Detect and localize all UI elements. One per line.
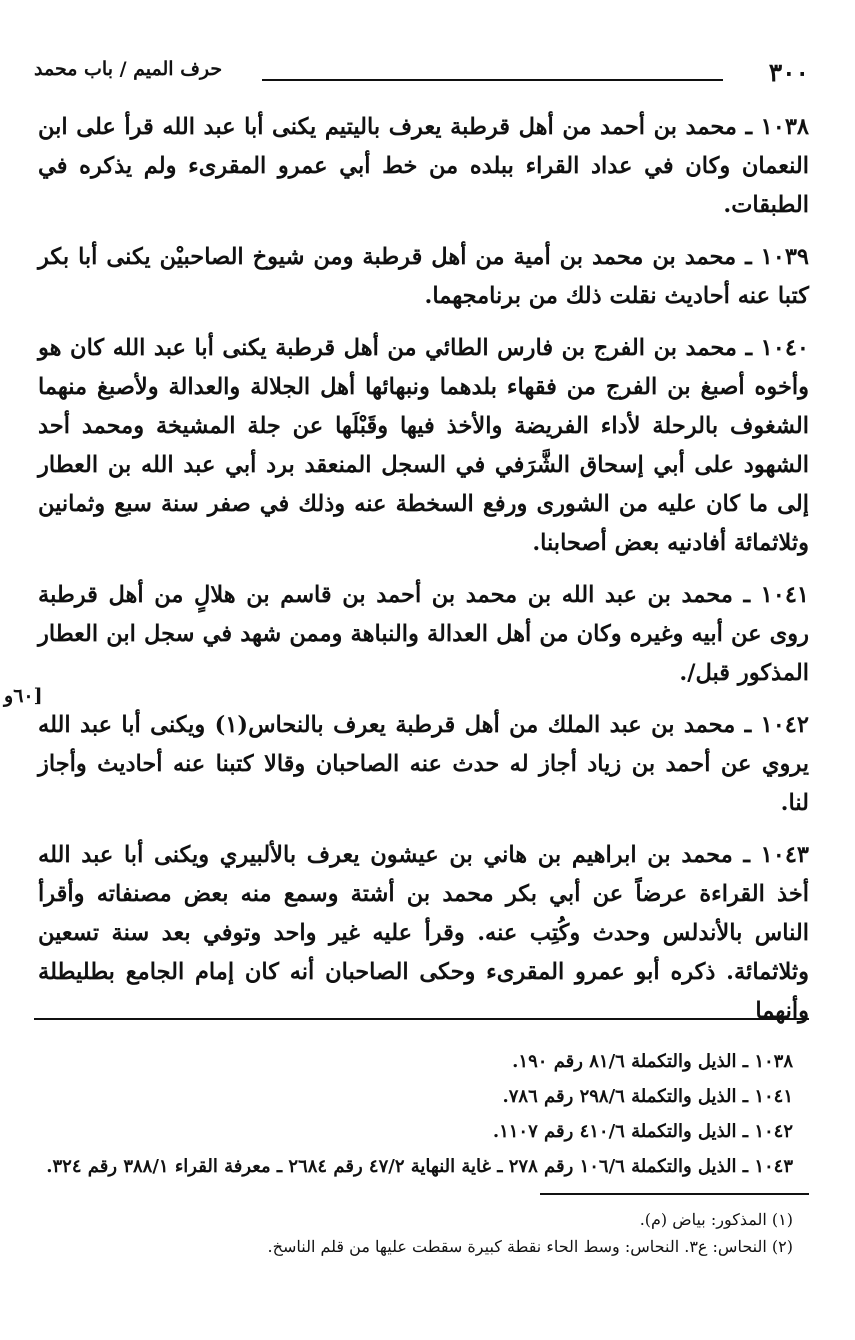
entry-number: ١٠٤٢ <box>760 712 809 738</box>
entry-number: ١٠٤٣ <box>760 842 809 868</box>
references-list <box>38 1044 793 1184</box>
biography-entries <box>38 108 809 1044</box>
header-rule <box>262 79 723 81</box>
reference-item: ١٠٤٢ ـ الذيل والتكملة ٤١٠/٦ رقم ١١٠٧. <box>492 1121 793 1142</box>
entry-text: محمد بن عبد الله بن محمد بن أحمد بن قاسم بن هلالٍ من أهل قرطبة روى عن أبيه وغيره وكان من أهل العدالة والنباهة وممن شهد في سجل ابن العطار المذكور قبل/. <box>38 582 809 686</box>
entry-number: ١٠٤٠ <box>760 335 809 361</box>
entry-text: محمد بن الفرج بن فارس الطائي من أهل قرطبة يكنى أبا عبد الله كان هو وأخوه أصبغ بن الفرج من فقهاء بلدهما ونبهائها أهل الجلالة والعدالة ولأصبغ منهما الشغوف بالرحلة لأداء الفريضة والأخذ فيها وقَبْلَها عن جلة المشيخة ومحمد أحد الشهود على أبي إسحاق الشَّرَفي في السجل المنعقد برد أبي عبد الله بن العطار إلى ما كان عليه من الشورى ورفع السخطة عنه وذلك في صفر سنة سبع وثمانين وثلاثمائة أفادنيه بعض أصحابنا. <box>38 335 809 556</box>
entry-1039: ١٠٣٩ ـ محمد بن محمد بن أمية من أهل قرطبة ومن شيوخ الصاحبيْن يكنى أبا بكر كتبا عنه أحاديث نقلت ذلك من برنامجهما. <box>38 244 810 309</box>
entry-1043: ١٠٤٣ ـ محمد بن ابراهيم بن هاني بن عيشون يعرف بالألبيري ويكنى أبا عبد الله أخذ القراءة عرضاً عن أبي بكر محمد بن أشتة وسمع منه بعض مصنفاته وأقرأ الناس بالأندلس وحدث وكُتِب عنه. وقرأ عليه غير واحد وتوفي بعد سنة تسعين وثلاثمائة. ذكره أبو عمرو المقرىء وحكى الصاحبان أنه كان إمام الجامع بطليطلة وأنهما <box>38 842 809 1024</box>
entry-1040: ١٠٤٠ ـ محمد بن الفرج بن فارس الطائي من أهل قرطبة يكنى أبا عبد الله كان هو وأخوه أصبغ بن الفرج من فقهاء بلدهما ونبهائها أهل الجلالة والعدالة ولأصبغ منهما الشغوف بالرحلة لأداء الفريضة والأخذ فيها وقَبْلَها عن جلة المشيخة ومحمد أحد الشهود على أبي إسحاق الشَّرَفي في السجل المنعقد برد أبي عبد الله بن العطار إلى ما كان عليه من الشورى ورفع السخطة عنه وذلك في صفر سنة سبع وثمانين وثلاثمائة أفادنيه بعض أصحابنا. <box>38 335 809 556</box>
margin-folio-note: [٦٠و <box>4 685 43 707</box>
entry-number: ١٠٤١ <box>760 582 809 608</box>
footnotes-rule <box>540 1193 809 1195</box>
entry-number: ١٠٣٩ <box>760 244 810 270</box>
entry-1041: ١٠٤١ ـ محمد بن عبد الله بن محمد بن أحمد بن قاسم بن هلالٍ من أهل قرطبة روى عن أبيه وغيره وكان من أهل العدالة والنباهة وممن شهد في سجل ابن العطار المذكور قبل/. <box>38 582 809 686</box>
page-number: ٣٠٠ <box>768 58 809 87</box>
reference-item: ١٠٤١ ـ الذيل والتكملة ٢٩٨/٦ رقم ٧٨٦. <box>502 1086 793 1107</box>
entry-text: محمد بن أحمد من أهل قرطبة يعرف باليتيم يكنى أبا عبد الله قرأ على ابن النعمان وكان في عداد القراء ببلده من خط أبي عمرو المقرىء ولم يذكره في الطبقات. <box>38 114 809 218</box>
reference-item: ١٠٣٨ ـ الذيل والتكملة ٨١/٦ رقم ١٩٠. <box>512 1051 793 1072</box>
page-header <box>34 58 809 90</box>
entry-1038: ١٠٣٨ ـ محمد بن أحمد من أهل قرطبة يعرف باليتيم يكنى أبا عبد الله قرأ على ابن النعمان وكان في عداد القراء ببلده من خط أبي عمرو المقرىء ولم يذكره في الطبقات. <box>38 114 809 218</box>
entry-1042: ١٠٤٢ ـ محمد بن عبد الملك من أهل قرطبة يعرف بالنحاس(١) ويكنى أبا عبد الله يروي عن أحمد بن زياد أجاز له حدث عنه الصاحبان وقالا كتبنا عنه أحاديث وأجاز لنا. <box>38 712 809 816</box>
references-rule <box>34 1018 809 1020</box>
entry-text: محمد بن محمد بن أمية من أهل قرطبة ومن شيوخ الصاحبيْن يكنى أبا بكر كتبا عنه أحاديث نقلت ذلك من برنامجهما. <box>38 244 809 309</box>
footnote-item: (١) المذكور: بياض (م). <box>639 1210 793 1229</box>
footnote-item: (٢) النحاس: ع٣. النحاس: وسط الحاء نقطة كبيرة سقطت عليها من قلم الناسخ. <box>267 1237 793 1256</box>
reference-item: ١٠٤٣ ـ الذيل والتكملة ١٠٦/٦ رقم ٢٧٨ ـ غاية النهاية ٤٧/٢ رقم ٢٦٨٤ ـ معرفة القراء ٣٨٨/١ رقم ٣٢٤. <box>46 1156 793 1177</box>
footnotes-list <box>150 1206 793 1260</box>
entry-text: محمد بن ابراهيم بن هاني بن عيشون يعرف بالألبيري ويكنى أبا عبد الله أخذ القراءة عرضاً عن أبي بكر محمد بن أشتة وسمع منه بعض مصنفاته وأقرأ الناس بالأندلس وحدث وكُتِب عنه. وقرأ عليه غير واحد وتوفي بعد سنة تسعين وثلاثمائة. ذكره أبو عمرو المقرىء وحكى الصاحبان أنه كان إمام الجامع بطليطلة وأنهما <box>38 842 809 1024</box>
running-title: حرف الميم / باب محمد <box>34 58 223 80</box>
entry-number: ١٠٣٨ <box>760 114 809 140</box>
entry-text: محمد بن عبد الملك من أهل قرطبة يعرف بالنحاس(١) ويكنى أبا عبد الله يروي عن أحمد بن زياد أجاز له حدث عنه الصاحبان وقالا كتبنا عنه أحاديث وأجاز لنا. <box>38 712 809 816</box>
